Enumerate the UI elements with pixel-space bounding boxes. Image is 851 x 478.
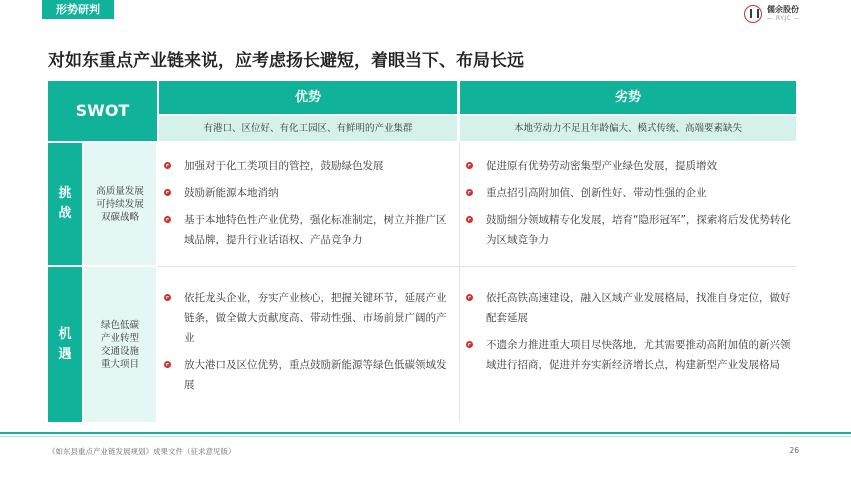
logo-icon — [744, 5, 762, 23]
item-text: 鼓励细分领域精专化发展，培育“隐形冠军”，探索将后发优势转化为区域竞争力 — [486, 214, 791, 246]
row-divider — [157, 266, 796, 267]
row-subtitle-opportunity: 绿色低碳 产业转型 交通设施 重大项目 — [84, 267, 156, 422]
footer-source: 《如东县重点产业链发展规划》成果文件（征求意见版） — [48, 447, 236, 456]
bullet-icon — [466, 294, 473, 301]
list-item — [158, 156, 454, 176]
page-number: 26 — [789, 446, 799, 455]
list-item — [460, 156, 792, 176]
item-text: 放大港口及区位优势，重点鼓励新能源等绿色低碳领域发展 — [184, 359, 447, 391]
item-text: 基于本地特色性产业优势，强化标准制定，树立并推广区域品牌，提升行业话语权、产品竞争力 — [184, 214, 447, 246]
item-text: 依托高铁高速建设，融入区域产业发展格局，找准自身定位，做好配套延展 — [486, 292, 791, 324]
item-text: 加强对于化工类项目的管控，鼓励绿色发展 — [184, 160, 384, 172]
list-item — [158, 210, 454, 250]
list-item — [460, 288, 792, 328]
company-logo — [744, 4, 816, 26]
list-item — [158, 183, 454, 203]
column-header-weakness: 劣势 — [460, 81, 796, 114]
cell-opportunity-weakness — [460, 288, 792, 375]
cell-threat-strength — [158, 156, 454, 250]
bullet-icon — [466, 341, 473, 348]
bullet-icon — [466, 216, 473, 223]
item-text: 鼓励新能源本地消纳 — [184, 187, 279, 199]
bullet-icon — [164, 216, 171, 223]
cell-threat-weakness — [460, 156, 792, 250]
footer-divider — [0, 432, 851, 434]
list-item — [460, 210, 792, 250]
cell-opportunity-strength — [158, 288, 454, 395]
item-text: 依托龙头企业，夯实产业核心，把握关键环节，延展产业链条，做全做大贡献度高、带动性强、市场前景广阔的产业 — [184, 292, 447, 344]
bullet-icon — [466, 162, 473, 169]
item-text: 不遗余力推进重大项目尽快落地，尤其需要推动高附加值的新兴领域进行招商，促进并夯实新经济增长点，构建新型产业发展格局 — [486, 339, 791, 371]
row-header-opportunity: 机 遇 — [48, 267, 82, 422]
bullet-icon — [164, 189, 171, 196]
footer-divider-light — [0, 436, 851, 437]
list-item — [460, 335, 792, 375]
row-header-threat: 挑 战 — [48, 143, 82, 265]
logo-subtitle: — RYJC — — [767, 15, 801, 22]
list-item — [460, 183, 792, 203]
item-text: 促进原有优势劳动密集型产业绿色发展，提质增效 — [486, 160, 717, 172]
list-item — [158, 288, 454, 348]
item-text: 重点招引高附加值、创新性好、带动性强的企业 — [486, 187, 707, 199]
swot-corner: SWOT — [48, 81, 157, 141]
section-tag: 形势研判 — [42, 0, 114, 19]
bullet-icon — [466, 189, 473, 196]
bullet-icon — [164, 361, 171, 368]
list-item — [158, 355, 454, 395]
logo-name: 儒余股份 — [767, 5, 799, 14]
column-subtitle-weakness: 本地劳动力不足且年龄偏大、模式传统、高端要素缺失 — [460, 116, 796, 141]
bullet-icon — [164, 294, 171, 301]
column-header-strength: 优势 — [159, 81, 457, 114]
bullet-icon — [164, 162, 171, 169]
row-subtitle-threat: 高质量发展 可持续发展 双碳战略 — [84, 143, 156, 265]
column-subtitle-strength: 有港口、区位好、有化工园区、有鲜明的产业集群 — [159, 116, 457, 141]
page-title: 对如东重点产业链来说，应考虑扬长避短，着眼当下、布局长远 — [48, 51, 524, 71]
